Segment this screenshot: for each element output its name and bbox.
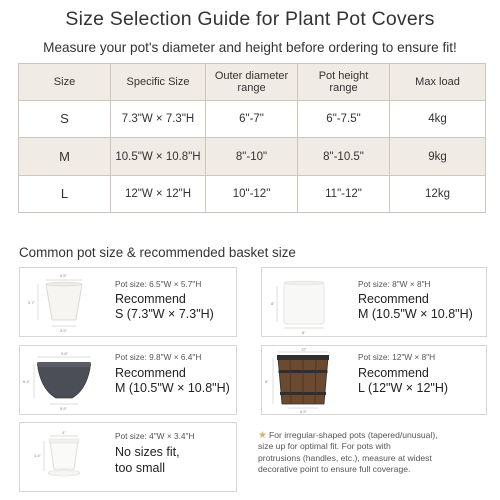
header-outer-diameter: Outer diameter range — [206, 64, 298, 101]
row-size: L — [19, 176, 111, 213]
recommend-label: Recommend — [115, 292, 186, 306]
svg-text:8": 8" — [302, 330, 306, 335]
row-max-load: 12kg — [390, 176, 486, 213]
row-max-load: 9kg — [390, 138, 486, 176]
row-size: S — [19, 101, 111, 138]
svg-text:5.7": 5.7" — [28, 300, 35, 305]
row-diameter-range: 6"-7" — [206, 101, 298, 138]
pot-card-wood-barrel — [261, 345, 487, 415]
gray-bowl-pot-icon — [20, 346, 110, 414]
row-height-range: 11"-12" — [298, 176, 390, 213]
svg-text:9.8": 9.8" — [61, 351, 68, 356]
recommend-label: Recommend — [358, 366, 429, 380]
row-specific-size: 7.3"W × 7.3"H — [111, 101, 206, 138]
note-line: size up for optimal fit. For pots with — [258, 441, 391, 452]
table-row — [19, 101, 486, 138]
row-diameter-range: 10"-12" — [206, 176, 298, 213]
table-header-row — [19, 64, 486, 101]
small-white-pot-icon — [20, 423, 110, 491]
wooden-barrel-pot-icon — [262, 346, 352, 414]
size-table — [18, 63, 486, 213]
note-line: ★ For irregular-shaped pots (tapered/unusual), — [258, 430, 438, 441]
recommend-size: L (12"W × 12"H) — [358, 381, 449, 395]
svg-text:6.5": 6.5" — [60, 273, 67, 278]
header-max-load: Max load — [390, 64, 486, 101]
pot-size-label: Pot size: 4"W × 3.4"H — [115, 431, 195, 441]
pot-card-white-cylinder — [261, 267, 487, 337]
header-size: Size — [19, 64, 111, 101]
white-cylinder-pot-icon — [262, 268, 352, 336]
pot-size-label: Pot size: 6.5"W × 5.7"H — [115, 279, 202, 289]
svg-text:8": 8" — [265, 379, 269, 384]
common-sizes-heading: Common pot size & recommended basket size — [19, 245, 296, 260]
pot-card-small-white — [19, 422, 237, 492]
svg-text:8": 8" — [271, 301, 275, 306]
sizing-note — [258, 430, 494, 475]
pot-card-gray-bowl — [19, 345, 237, 415]
page-title: Size Selection Guide for Plant Pot Covers — [65, 8, 435, 30]
svg-text:6.4": 6.4" — [23, 379, 30, 384]
pot-size-label: Pot size: 12"W × 8"H — [358, 352, 436, 362]
recommend-size: M (10.5"W × 10.8"H) — [115, 381, 230, 395]
pot-size-label: Pot size: 9.8"W × 6.4"H — [115, 352, 202, 362]
note-line: protrusions (handles, etc.), measure at widest — [258, 452, 432, 463]
pot-card-white-tapered — [19, 267, 237, 337]
svg-text:3.9": 3.9" — [60, 328, 67, 333]
row-height-range: 8"-10.5" — [298, 138, 390, 176]
recommend-size: M (10.5"W × 10.8"H) — [358, 307, 473, 321]
recommend-label: Recommend — [115, 366, 186, 380]
page-subtitle: Measure your pot's diameter and height before ordering to ensure fit! — [43, 40, 457, 55]
no-fit-label: No sizes fit, — [115, 445, 180, 459]
table-row — [19, 176, 486, 213]
too-small-label: too small — [115, 461, 166, 475]
svg-text:12": 12" — [301, 346, 307, 352]
row-specific-size: 12"W × 12"H — [111, 176, 206, 213]
row-max-load: 4kg — [390, 101, 486, 138]
row-diameter-range: 8"-10" — [206, 138, 298, 176]
row-height-range: 6"-7.5" — [298, 101, 390, 138]
recommend-size: S (7.3"W × 7.3"H) — [115, 307, 214, 321]
white-tapered-pot-icon — [20, 268, 110, 336]
table-row — [19, 138, 486, 176]
pot-size-label: Pot size: 8"W × 8"H — [358, 279, 431, 289]
svg-text:3.4": 3.4" — [34, 453, 41, 458]
header-specific-size: Specific Size — [111, 64, 206, 101]
row-specific-size: 10.5"W × 10.8"H — [111, 138, 206, 176]
svg-text:5.9": 5.9" — [60, 406, 67, 411]
svg-text:4": 4" — [62, 430, 66, 435]
row-size: M — [19, 138, 111, 176]
svg-text:6.5": 6.5" — [300, 409, 307, 414]
recommend-label: Recommend — [358, 292, 429, 306]
header-pot-height: Pot height range — [298, 64, 390, 101]
star-icon: ★ — [258, 430, 267, 441]
note-line: decorative point to ensure full coverage. — [258, 463, 411, 474]
